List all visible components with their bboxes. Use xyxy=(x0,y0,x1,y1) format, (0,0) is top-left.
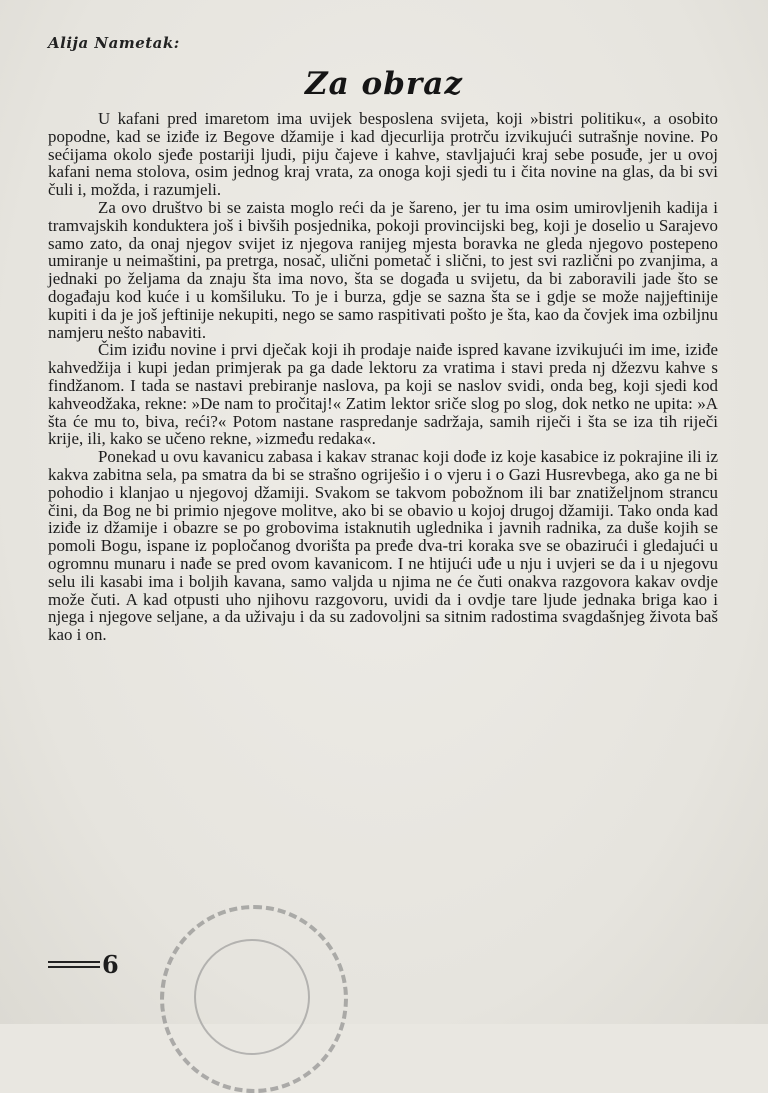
article-body xyxy=(48,110,718,644)
paragraph: U kafani pred imaretom ima uvijek besposlena svijeta, koji »bistri politiku«, a osobito popodne, kad se iziđe iz Begove džamije i kad djecurlija protrču izvikujući sutrašnje novine. Po sećijama okolo sjeđe postariji ljudi, piju čajeve i kahve, stavljajući kraj sebe posuđe, jer u ovoj kafani nema stolova, osim jednog kraj vrata, za onoga koji sjedi tu i čita novine na glas, da bi svi čuli i, možda, i razumjeli. xyxy=(48,109,718,200)
paragraph: Ponekad u ovu kavanicu zabasa i kakav stranac koji dođe iz koje kasabice iz pokrajine ili iz kakva zabitna sela, pa smatra da bi se strašno ogriješio i o vjeru i o Gazi Husrevbega, ako ga ne bi pohodio i klanjao u njegovoj džamiji. Svakom se takvom pobožnom ili bar znatiželjnom strancu čini, da Bog ne bi primio njegove molitve, ako bi se obavio u kojoj drugoj džamiji. Tako onda kad iziđe iz džamije i obazre se po grobovima istaknutih uglednika i javnih radnika, za duše kojih se pomoli Bogu, ispane iz popločanog dvorišta pa pređe dva-tri koraka sve se obazirući i gledajući u ogromnu munaru i nađe se pred ovom kavanicom. I ne htijući uđe u nju i uvjeri se da i u njegovu selu ili kasabi ima i boljih kavana, samo valjda u njima ne će čuti onakva razgovora kakav ovdje može čuti. A kad otpusti uho njihovu razgovoru, uvidi da i ovdje tare ljude jednaka briga kao i njega i njegove seljane, a da uživaju i da su zadovoljni sa sitnim radostima svagdašnjeg života baš kao i on. xyxy=(48,447,718,645)
page-number-value: 6 xyxy=(102,950,119,979)
paragraph: Čim iziđu novine i prvi dječak koji ih prodaje naiđe ispred kavane izvikujući im ime, iziđe kahvedžija i kupi jedan primjerak pa ga dade lektoru za vratima i stavi preda nj džezvu kahve s findžanom. I tada se nastavi prebiranje naslova, pa koji se naslov svidi, onda beg, koji sjedi kod kahveodžaka, rekne: »De nam to pročitaj!« Zatim lektor sriče slog po slog, dok netko ne upita: »A šta će mu to, biva, reći?« Potom nastane raspredanje sadržaja, samih riječi i šta se iza tih riječi krije, ili, kako se učeno rekne, »između redaka«. xyxy=(48,340,718,449)
page-number xyxy=(48,950,119,979)
author-line: Alija Nametak: xyxy=(48,34,180,52)
library-stamp-inner-ring xyxy=(194,939,310,1055)
paragraph: Za ovo društvo bi se zaista moglo reći da je šareno, jer tu ima osim umirovljenih kadija i tramvajskih konduktera još i bivših posjednika, pokoji provincijski beg, koji je doselio u Sarajevo samo zato, da onaj njegov svijet iz njegova ranijeg mjesta boravka ne gleda njegovo postepeno umiranje u neimaštini, pa pretrga, nosač, ulični pometač i slični, to jest svi različni po zvanjima, a jednaki po željama da znaju šta ima novo, šta se događa u svijetu, da bi zaboravili jade što se događaju kod kuće i u komšiluku. To je i burza, gdje se sazna šta se i gdje se može najjeftinije kupiti i da je još jeftinije nekupiti, nego se samo raspitivati pošto je šta, kao da čovjek ima ozbiljnu namjeru nešto nabaviti. xyxy=(48,197,718,342)
article-title: Za obraz xyxy=(305,66,463,102)
library-stamp xyxy=(160,905,348,1093)
page-number-rule xyxy=(48,961,100,968)
